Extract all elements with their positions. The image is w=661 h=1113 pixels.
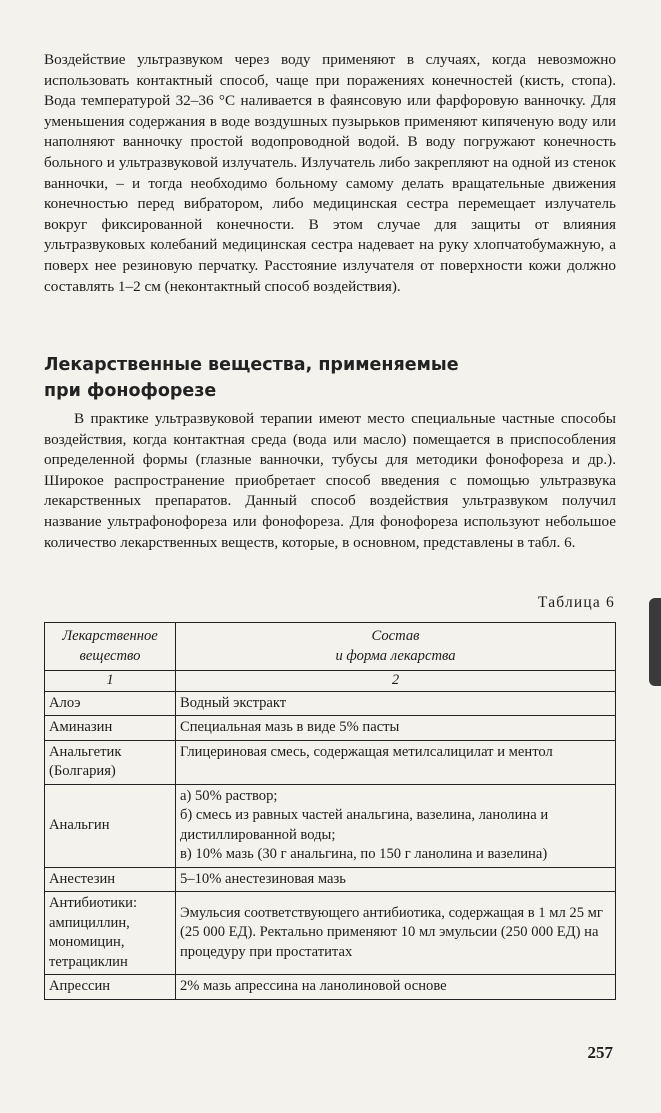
composition-option-b: б) смесь из равных частей анальгина, вазелина, ланолина и дистиллированной воды; — [180, 807, 549, 843]
composition-cell: 5–10% анестезиновая мазь — [176, 867, 616, 892]
composition-cell: Специальная мазь в виде 5% пасты — [176, 716, 616, 741]
drug-cell: Алоэ — [45, 691, 176, 716]
table-row — [45, 975, 616, 1000]
section-heading — [44, 352, 604, 404]
table-caption: Таблица 6 — [537, 594, 615, 611]
table-row — [45, 691, 616, 716]
paragraph-ultrasound-water: Воздействие ультразвуком через воду применяют в случаях, когда невозможно использовать контактный способ, чаще при поражениях конечностей (кисть, стопа). Вода температурой 32–36 °С наливается в фаянсовую или фарфоровую ванночку. Для уменьшения содержания в воде воздушных пузырьков применяют кипяченую воду или наполняют ванночку простой водопроводной водой. В воду погружают конечность больного и ультразвуковой излучатель. Излучатель либо закрепляют на одной из стенок ванночки, – и тогда необходимо больному самому делать вращательные движения конечностью перед вибратором, либо медицинская сестра перемещает излучатель вокруг фиксированной конечности. В этом случае для защиты от влияния ультразвуковых колебаний медицинская сестра надевает на руку хлопчатобумажную, а поверх нее резиновую перчатку. Расстояние излучателя от поверхности кожи должно составлять 1–2 см (неконтактный способ воздействия). — [44, 51, 616, 295]
drug-line: мономицин, — [49, 934, 125, 950]
heading-line-2: при фонофорезе — [44, 381, 217, 401]
page-number: 257 — [587, 1043, 613, 1062]
column-number-1: 1 — [45, 671, 176, 692]
composition-cell: Водный экстракт — [176, 691, 616, 716]
composition-cell — [176, 784, 616, 867]
header-composition — [176, 623, 616, 671]
composition-cell: 2% мазь апрессина на ланолиновой основе — [176, 975, 616, 1000]
heading-line-1: Лекарственные вещества, применяемые — [44, 355, 459, 375]
drugs-table — [44, 622, 616, 1000]
paragraph-phonophoresis: В практике ультразвуковой терапии имеют место специальные частные способы воздействия, когда контактная среда (вода или масло) помещается в приспособления определенной формы (глазные ванночки, тубусы для методики фонофореза и др.). Широкое распространение приобретает способ введения с помощью ультразвука лекарственных препаратов. Данный способ воздействия ультразвуком получил название ультрафонофореза или фонофореза. Для фонофореза используют небольшое количество лекарственных веществ, которые, в основном, представлены в табл. 6. — [44, 410, 616, 551]
drug-cell: Анальгетик (Болгария) — [45, 740, 176, 784]
header-drug-line-1: Лекарственное — [62, 628, 158, 644]
table-row — [45, 716, 616, 741]
column-number-row — [45, 671, 616, 692]
drug-cell: Аминазин — [45, 716, 176, 741]
table-row — [45, 740, 616, 784]
table-row — [45, 867, 616, 892]
composition-option-a: а) 50% раствор; — [180, 787, 278, 804]
drug-cell: Анальгин — [45, 784, 176, 867]
header-composition-line-1: Состав — [371, 628, 420, 644]
drug-line: тетрациклин — [49, 953, 128, 970]
drug-cell — [45, 892, 176, 975]
header-drug-line-2: вещество — [79, 647, 141, 664]
table-row — [45, 892, 616, 975]
drug-cell: Анестезин — [45, 867, 176, 892]
table-row — [45, 784, 616, 867]
column-number-2: 2 — [176, 671, 616, 692]
composition-cell: Эмульсия соответствующего антибиотика, содержащая в 1 мл 25 мг (25 000 ЕД). Ректально применяют 10 мл эмульсии (250 000 ЕД) на процедуру при простатитах — [176, 892, 616, 975]
header-drug — [45, 623, 176, 671]
chapter-thumb-tab — [649, 598, 661, 686]
composition-cell: Глицериновая смесь, содержащая метилсалицилат и ментол — [176, 740, 616, 784]
drug-cell: Апрессин — [45, 975, 176, 1000]
drug-line: ампициллин, — [49, 914, 130, 931]
drug-line: Антибиотики: — [49, 895, 138, 911]
table-header-row — [45, 623, 616, 671]
header-composition-line-2: и форма лекарства — [335, 647, 456, 664]
composition-option-c: в) 10% мазь (30 г анальгина, по 150 г ланолина и вазелина) — [180, 846, 548, 862]
